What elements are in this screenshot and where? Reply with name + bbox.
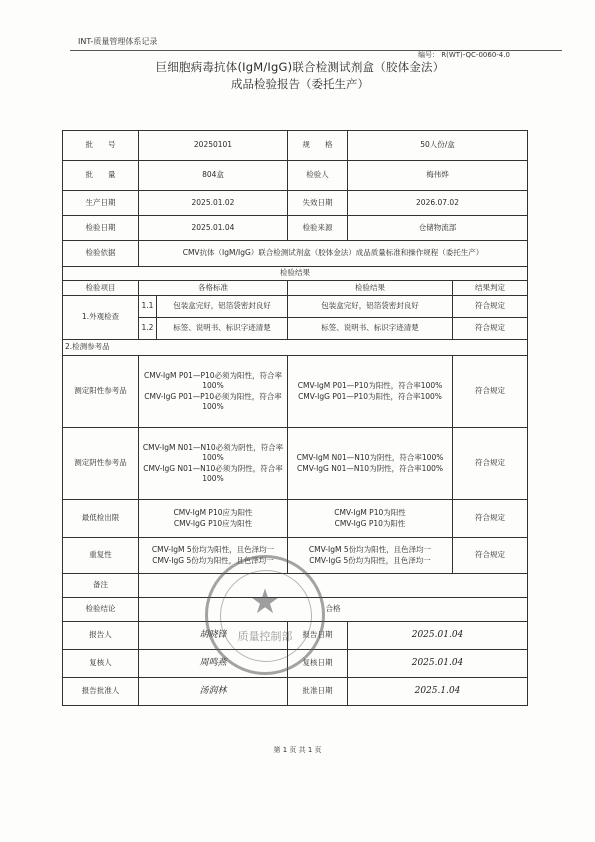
test-date-value: 2025.01.04 xyxy=(139,216,288,241)
column-header-item: 检验项目 xyxy=(63,281,139,296)
appearance-standard: 包装盒完好，铝箔袋密封良好 xyxy=(157,296,288,318)
report-date-value: 2025.01.04 xyxy=(411,630,464,641)
info-row-test xyxy=(63,216,528,241)
reference-row xyxy=(63,538,528,574)
reference-standard-line: CMV-IgM 5份均为阳性，且色泽均一 xyxy=(151,545,275,555)
reference-result-line: CMV-IgG P01—P10为阳性，符合率100% xyxy=(298,391,442,401)
reviewer-label: 复核人 xyxy=(63,650,139,678)
report-subtitle: 成品检验报告（委托生产） xyxy=(231,77,369,91)
reference-standard-line: CMV-IgG P01—P10必须为阳性，符合率100% xyxy=(144,391,282,411)
info-row-dates xyxy=(63,191,528,216)
reference-result-line: CMV-IgM N01—N10为阴性，符合率100% xyxy=(296,453,444,463)
appearance-result: 标签、说明书、标识字迹清楚 xyxy=(288,318,453,340)
results-section-row xyxy=(63,267,528,281)
conclusion-row xyxy=(63,598,528,622)
reference-standard-line: CMV-IgM P10应为阳性 xyxy=(173,508,253,518)
page-number: 第 1 页 共 1 页 xyxy=(273,746,322,754)
approver-label: 报告批准人 xyxy=(63,678,139,706)
remark-value xyxy=(139,574,528,598)
reference-judgement: 符合规定 xyxy=(453,428,528,500)
report-title: 巨细胞病毒抗体(IgM/IgG)联合检测试剂盒（胶体金法） xyxy=(155,60,445,74)
reference-row xyxy=(63,500,528,538)
column-header-standard: 各格标准 xyxy=(139,281,288,296)
inspector-label: 检验人 xyxy=(288,161,348,191)
column-header-result: 检验结果 xyxy=(288,281,453,296)
column-header-judgement: 结果判定 xyxy=(453,281,528,296)
approve-date-label: 批准日期 xyxy=(288,678,348,706)
basis-value: CMV抗体（IgM/IgG）联合检测试剂盒（胶体金法）成品质量标准和操作规程（委托生产） xyxy=(139,241,528,267)
report-date-label: 报告日期 xyxy=(288,622,348,650)
reference-item-label: 测定阳性参考品 xyxy=(63,356,139,428)
results-column-header xyxy=(63,281,528,296)
source-value: 仓储物流部 xyxy=(348,216,528,241)
spec-label: 规 格 xyxy=(288,131,348,161)
reference-judgement: 符合规定 xyxy=(453,356,528,428)
reference-item-label: 重复性 xyxy=(63,538,139,574)
reference-standard-line: CMV-IgG N01—N10必须为阴性，符合率100% xyxy=(143,463,283,483)
header-doc-number: 编号： R(WT)-QC-0060-4.0 xyxy=(418,51,510,59)
quantity-label: 批 量 xyxy=(63,161,139,191)
remark-row xyxy=(63,574,528,598)
inspector-value: 梅伟烨 xyxy=(348,161,528,191)
reference-standard-line: CMV-IgG 5份均为阳性，且色泽均一 xyxy=(152,555,274,565)
review-date-value: 2025.01.04 xyxy=(411,658,464,669)
remark-label: 备注 xyxy=(63,574,139,598)
conclusion-value: 合格 xyxy=(139,598,528,622)
source-label: 检验来源 xyxy=(288,216,348,241)
appearance-judgement: 符合规定 xyxy=(453,318,528,340)
reference-judgement: 符合规定 xyxy=(453,538,528,574)
reference-standard-line: CMV-IgG P10应为阳性 xyxy=(173,518,253,528)
reference-item-label: 测定阴性参考品 xyxy=(63,428,139,500)
reference-row xyxy=(63,428,528,500)
spec-value: 50人份/盒 xyxy=(348,131,528,161)
batch-label: 批 号 xyxy=(63,131,139,161)
signoff-row-reviewer xyxy=(63,650,528,678)
reporter-signature: 胡晓锋 xyxy=(199,630,227,641)
results-section-title: 检验结果 xyxy=(63,267,528,281)
reference-section-title: 2.检测参考品 xyxy=(63,340,528,356)
appearance-item-number: 1.1 xyxy=(139,296,157,318)
reference-item-label: 最低检出限 xyxy=(63,500,139,538)
reference-result-line: CMV-IgG P10为阳性 xyxy=(334,518,406,528)
header-system-label: INT-质量管理体系记录 xyxy=(78,37,158,46)
reference-judgement: 符合规定 xyxy=(453,500,528,538)
appearance-judgement: 符合规定 xyxy=(453,296,528,318)
reference-row xyxy=(63,356,528,428)
production-date-value: 2025.01.02 xyxy=(139,191,288,216)
appearance-standard: 标签、说明书、标识字迹清楚 xyxy=(157,318,288,340)
batch-value: 20250101 xyxy=(139,131,288,161)
info-row-basis xyxy=(63,241,528,267)
approver-signature: 汤润林 xyxy=(199,686,227,697)
basis-label: 检验依据 xyxy=(63,241,139,267)
expiry-date-value: 2026.07.02 xyxy=(348,191,528,216)
reference-result-line: CMV-IgG 5份均为阳性，且色泽均一 xyxy=(309,555,431,565)
reference-result-line: CMV-IgM P10为阳性 xyxy=(334,508,406,518)
expiry-date-label: 失效日期 xyxy=(288,191,348,216)
stamp-star-icon: ★ xyxy=(249,582,281,622)
info-row-batch xyxy=(63,131,528,161)
reference-section-row xyxy=(63,340,528,356)
approve-date-value: 2025.1.04 xyxy=(414,686,461,697)
reference-result-line: CMV-IgG N01—N10为阴性，符合率100% xyxy=(296,463,444,473)
reference-result-line: CMV-IgM 5份均为阳性，且色泽均一 xyxy=(308,545,432,555)
inspection-report-table xyxy=(62,130,528,706)
signoff-row-approver xyxy=(63,678,528,706)
reference-result-line: CMV-IgM P01—P10为阳性，符合率100% xyxy=(297,381,443,391)
review-date-label: 复核日期 xyxy=(288,650,348,678)
reporter-label: 报告人 xyxy=(63,622,139,650)
signoff-row-reporter xyxy=(63,622,528,650)
reference-standard-line: CMV-IgM N01—N10必须为阴性，符合率100% xyxy=(142,443,284,463)
reviewer-signature: 周鸣燕 xyxy=(199,658,227,669)
appearance-label: 1.外观检查 xyxy=(63,296,139,340)
quantity-value: 804盒 xyxy=(139,161,288,191)
appearance-row xyxy=(63,296,528,318)
conclusion-label: 检验结论 xyxy=(63,598,139,622)
production-date-label: 生产日期 xyxy=(63,191,139,216)
reference-standard-line: CMV-IgM P01—P10必须为阳性，符合率100% xyxy=(143,371,283,391)
stamp-text: 质量控制部 xyxy=(237,630,293,643)
test-date-label: 检验日期 xyxy=(63,216,139,241)
info-row-quantity xyxy=(63,161,528,191)
appearance-result: 包装盒完好，铝箔袋密封良好 xyxy=(288,296,453,318)
appearance-item-number: 1.2 xyxy=(139,318,157,340)
